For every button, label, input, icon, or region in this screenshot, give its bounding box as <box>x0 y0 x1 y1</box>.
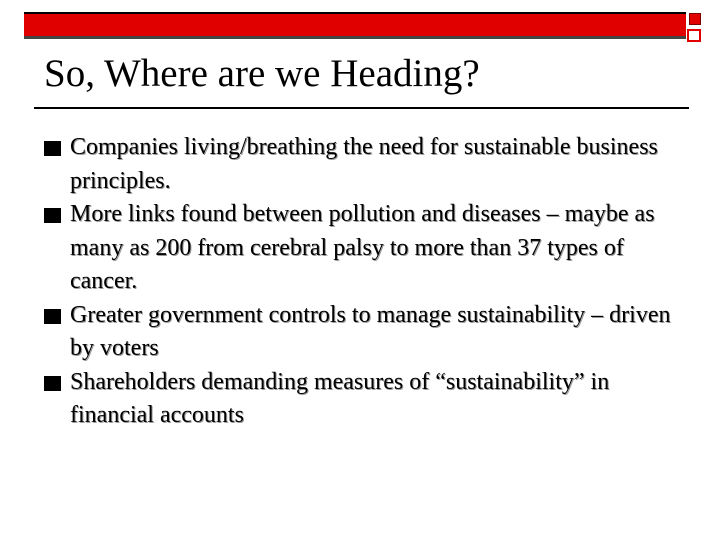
red-square-icon <box>689 13 701 25</box>
bullet-item <box>44 131 684 198</box>
bullet-text: More links found between pollution and diseases – maybe as many as 200 from cerebral palsy to more than 37 types of cancer. <box>70 201 655 294</box>
bullet-list <box>44 131 684 433</box>
bullet-text: Shareholders demanding measures of “sustainability” in financial accounts <box>70 368 610 428</box>
square-bullet-icon <box>44 309 61 324</box>
square-bullet-icon <box>44 208 61 223</box>
bullet-item <box>44 366 684 433</box>
square-bullet-icon <box>44 376 61 391</box>
bullet-item <box>44 299 684 366</box>
bullet-text: Greater government controls to manage sustainability – driven by voters <box>70 301 671 361</box>
title-divider <box>34 107 689 109</box>
slide-title: So, Where are we Heading? <box>44 52 480 95</box>
header-bar-shadow <box>24 36 686 39</box>
red-header-bar <box>24 12 686 38</box>
bullet-item <box>44 198 684 299</box>
outlined-square-icon <box>687 29 701 42</box>
bullet-text: Companies living/breathing the need for sustainable business principles. <box>70 134 658 194</box>
square-bullet-icon <box>44 141 61 156</box>
